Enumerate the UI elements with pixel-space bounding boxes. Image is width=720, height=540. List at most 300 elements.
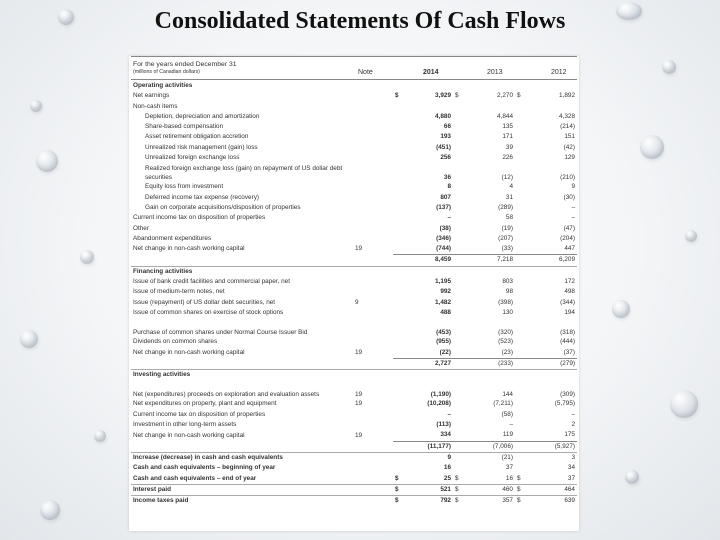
table-row <box>131 496 577 507</box>
value-2012: (309) <box>560 390 575 398</box>
currency-2012 <box>515 399 531 409</box>
value-2012 <box>531 370 577 381</box>
row-label: Deferred income tax expense (recovery) <box>145 193 260 201</box>
currency-2014 <box>393 102 407 112</box>
currency-2014 <box>393 213 407 223</box>
value-2013: (398) <box>498 298 513 306</box>
value-2013: (289) <box>498 203 513 211</box>
water-drop-decoration <box>40 500 60 520</box>
row-note <box>353 474 393 485</box>
currency-2013 <box>453 213 469 223</box>
currency-2013: $ <box>453 496 469 507</box>
row-note: 19 <box>355 348 363 356</box>
value-2012: 2 <box>571 421 575 429</box>
currency-2014: $ <box>393 496 407 507</box>
value-2012: 194 <box>564 308 575 316</box>
currency-2013 <box>453 277 469 287</box>
currency-2012 <box>515 430 531 441</box>
row-label: Cash and cash equivalents – beginning of year <box>133 464 276 472</box>
row-label: Unrealized foreign exchange loss <box>145 154 240 162</box>
value-2013 <box>469 266 515 277</box>
row-note <box>353 153 393 163</box>
currency-2013: $ <box>453 484 469 495</box>
table-row <box>131 287 577 297</box>
row-label: Issue (repayment) of US dollar debt securities, net <box>133 298 276 306</box>
row-label: Equity loss from investment <box>145 183 224 191</box>
value-2013: – <box>509 421 513 429</box>
value-2014: (453) <box>436 328 451 336</box>
currency-2014 <box>393 132 407 142</box>
table-row <box>131 193 577 203</box>
row-label: Unrealized risk management (gain) loss <box>145 143 258 151</box>
table-row <box>131 182 577 192</box>
value-2014 <box>407 81 453 91</box>
value-2014: 1,482 <box>435 298 451 306</box>
water-drop-decoration <box>625 470 639 484</box>
value-2012 <box>531 81 577 91</box>
value-2013: 135 <box>502 123 513 131</box>
value-2014: 792 <box>407 496 453 507</box>
currency-2014 <box>393 358 407 369</box>
value-2013: 2,270 <box>497 92 513 100</box>
currency-2012 <box>515 122 531 132</box>
currency-2013 <box>453 163 469 182</box>
row-note <box>353 370 393 381</box>
row-note <box>353 420 393 430</box>
value-2014: 8,459 <box>407 255 453 266</box>
currency-2014 <box>393 277 407 287</box>
table-row <box>131 81 577 91</box>
table-row <box>131 358 577 369</box>
year-2013-header: 2013 <box>487 69 503 76</box>
value-2014: – <box>447 410 451 418</box>
units-text: (millions of Canadian dollars) <box>133 69 200 75</box>
table-row <box>131 298 577 308</box>
row-label: Net earnings <box>133 92 170 100</box>
value-2012: 34 <box>567 464 575 472</box>
currency-2013 <box>453 348 469 359</box>
currency-2012 <box>515 410 531 420</box>
value-2013: 803 <box>502 278 513 286</box>
row-note <box>353 318 393 337</box>
value-2013: 16 <box>505 474 513 482</box>
row-label: Abandonment expenditures <box>133 234 212 242</box>
currency-2014 <box>393 112 407 122</box>
currency-2012 <box>515 255 531 266</box>
currency-2013 <box>453 430 469 441</box>
period-text: For the years ended December 31 <box>133 61 237 68</box>
value-2012: 172 <box>564 278 575 286</box>
table-row <box>131 132 577 142</box>
currency-2012 <box>515 143 531 153</box>
currency-2012 <box>515 298 531 308</box>
row-note <box>353 277 393 287</box>
table-row <box>131 244 577 255</box>
value-2014: 521 <box>407 484 453 495</box>
table-row <box>131 337 577 347</box>
value-2012 <box>531 102 577 112</box>
currency-2014 <box>393 399 407 409</box>
value-2013: (12) <box>501 173 513 181</box>
row-note <box>353 287 393 297</box>
currency-2014 <box>393 193 407 203</box>
value-2013: (19) <box>501 224 513 232</box>
table-row <box>131 266 577 277</box>
value-2012: (37) <box>563 348 575 356</box>
currency-2014: $ <box>393 484 407 495</box>
table-row <box>131 318 577 337</box>
value-2012: (204) <box>560 234 575 242</box>
currency-2014 <box>393 410 407 420</box>
value-2012: 129 <box>564 154 575 162</box>
value-2013: 7,218 <box>469 255 515 266</box>
table-row <box>131 234 577 244</box>
row-note <box>353 484 393 495</box>
currency-2012 <box>515 244 531 255</box>
water-drop-decoration <box>612 300 630 318</box>
currency-2014 <box>393 420 407 430</box>
value-2012: 1,892 <box>559 92 575 100</box>
row-note <box>353 203 393 213</box>
currency-2014 <box>393 452 407 463</box>
currency-2012 <box>515 370 531 381</box>
currency-2013 <box>453 337 469 347</box>
period-caption <box>133 61 237 75</box>
currency-2014 <box>393 287 407 297</box>
value-2013: 119 <box>502 431 513 439</box>
currency-2014 <box>393 81 407 91</box>
value-2013: (7,211) <box>493 400 513 408</box>
currency-2012 <box>515 318 531 337</box>
value-2012: – <box>571 203 575 211</box>
currency-2014 <box>393 143 407 153</box>
value-2014: (346) <box>436 234 451 242</box>
row-label: Financing activities <box>131 266 353 277</box>
currency-2012 <box>515 163 531 182</box>
currency-2013 <box>453 463 469 473</box>
note-column-header: Note <box>358 69 373 76</box>
row-label <box>131 441 353 452</box>
currency-2012: $ <box>515 484 531 495</box>
row-note <box>353 255 393 266</box>
currency-2012 <box>515 287 531 297</box>
currency-2012 <box>515 308 531 318</box>
currency-2014 <box>393 255 407 266</box>
value-2013: 130 <box>502 308 513 316</box>
currency-2014 <box>393 318 407 337</box>
currency-2013: $ <box>455 474 459 482</box>
value-2012 <box>531 266 577 277</box>
row-label: Other <box>133 224 149 232</box>
row-note <box>353 193 393 203</box>
slide-title: Consolidated Statements Of Cash Flows <box>154 8 566 34</box>
row-label: Purchase of common shares under Normal Course Issuer Bid <box>133 328 308 336</box>
value-2012: (210) <box>560 173 575 181</box>
value-2012: 639 <box>531 496 577 507</box>
row-label: Non-cash items <box>133 102 178 110</box>
row-label: Net expenditures on property, plant and equipment <box>133 400 277 408</box>
value-2014: (1,190) <box>430 390 451 398</box>
value-2014: – <box>447 214 451 222</box>
value-2013: (33) <box>501 245 513 253</box>
value-2014: (10,208) <box>427 400 451 408</box>
row-note: 9 <box>355 298 359 306</box>
year-2012-header: 2012 <box>551 69 567 76</box>
value-2014: (11,177) <box>407 441 453 452</box>
value-2012: 3 <box>531 452 577 463</box>
row-label: Income taxes paid <box>131 496 353 507</box>
row-label: Share-based compensation <box>145 123 224 131</box>
currency-2013 <box>453 370 469 381</box>
currency-2013 <box>453 102 469 112</box>
currency-2012 <box>515 441 531 452</box>
value-2012: (318) <box>560 328 575 336</box>
value-2013: (207) <box>498 234 513 242</box>
currency-2013 <box>453 410 469 420</box>
currency-2012 <box>515 153 531 163</box>
row-note <box>353 213 393 223</box>
table-row <box>131 420 577 430</box>
currency-2013 <box>453 193 469 203</box>
water-drop-decoration <box>20 330 38 348</box>
currency-2013 <box>453 420 469 430</box>
row-note <box>353 132 393 142</box>
currency-2012 <box>515 112 531 122</box>
row-note <box>353 102 393 112</box>
table-row <box>131 399 577 409</box>
currency-2012 <box>515 102 531 112</box>
row-note <box>353 452 393 463</box>
currency-2013 <box>453 298 469 308</box>
row-note <box>353 224 393 234</box>
currency-2013 <box>453 122 469 132</box>
cash-flow-table <box>131 81 577 506</box>
value-2013: 37 <box>505 464 513 472</box>
value-2014: 2,727 <box>407 358 453 369</box>
currency-2012 <box>515 358 531 369</box>
currency-2014 <box>393 380 407 399</box>
table-row <box>131 153 577 163</box>
value-2013: 144 <box>502 390 513 398</box>
table-row <box>131 308 577 318</box>
table-row <box>131 91 577 101</box>
value-2012: 151 <box>564 133 575 141</box>
value-2014: (22) <box>439 348 451 356</box>
value-2014: 3,929 <box>435 92 451 100</box>
row-note <box>353 91 393 101</box>
table-row <box>131 410 577 420</box>
row-note <box>353 358 393 369</box>
table-row <box>131 484 577 495</box>
value-2013: (320) <box>498 328 513 336</box>
value-2014: (137) <box>436 203 451 211</box>
currency-2013 <box>453 81 469 91</box>
currency-2013 <box>453 308 469 318</box>
value-2014: 193 <box>440 133 451 141</box>
row-note: 19 <box>355 245 363 253</box>
currency-2014 <box>393 370 407 381</box>
currency-2014 <box>393 224 407 234</box>
currency-2012 <box>515 182 531 192</box>
value-2013: 171 <box>502 133 513 141</box>
row-note <box>353 234 393 244</box>
table-row <box>131 474 577 485</box>
table-row <box>131 255 577 266</box>
water-drop-decoration <box>30 100 42 112</box>
row-note: 19 <box>355 390 363 398</box>
currency-2012 <box>515 193 531 203</box>
value-2014: 9 <box>407 452 453 463</box>
row-note <box>353 410 393 420</box>
value-2013: (21) <box>469 452 515 463</box>
currency-2013 <box>453 441 469 452</box>
currency-2013 <box>453 255 469 266</box>
row-label: Investment in other long-term assets <box>133 421 237 429</box>
value-2013: (233) <box>469 358 515 369</box>
currency-2013 <box>453 380 469 399</box>
currency-2013: $ <box>455 92 459 100</box>
value-2012: (5,927) <box>531 441 577 452</box>
row-label: Net (expenditures) proceeds on exploration and evaluation assets <box>133 390 320 398</box>
value-2012: 6,209 <box>531 255 577 266</box>
row-note: 19 <box>355 400 363 408</box>
currency-2012 <box>515 337 531 347</box>
currency-2012 <box>515 132 531 142</box>
table-row <box>131 213 577 223</box>
table-row <box>131 112 577 122</box>
value-2012: (30) <box>563 193 575 201</box>
row-note: 19 <box>355 431 363 439</box>
value-2014: 1,195 <box>435 278 451 286</box>
row-label: Net change in non-cash working capital <box>133 348 245 356</box>
row-label: Increase (decrease) in cash and cash equivalents <box>131 452 353 463</box>
value-2014 <box>407 370 453 381</box>
value-2013: 39 <box>505 143 513 151</box>
table-row <box>131 370 577 381</box>
currency-2014 <box>393 266 407 277</box>
currency-2013 <box>453 318 469 337</box>
value-2014: (744) <box>436 245 451 253</box>
currency-2014 <box>393 153 407 163</box>
row-label: Investing activities <box>131 370 353 381</box>
currency-2012 <box>515 380 531 399</box>
row-note <box>353 143 393 153</box>
currency-2013 <box>453 452 469 463</box>
currency-2013 <box>453 224 469 234</box>
row-note <box>353 122 393 132</box>
table-row <box>131 122 577 132</box>
value-2013: (58) <box>501 410 513 418</box>
value-2013 <box>469 370 515 381</box>
currency-2014 <box>393 182 407 192</box>
value-2014 <box>407 266 453 277</box>
row-label: Current income tax on disposition of properties <box>133 214 266 222</box>
value-2013 <box>469 102 515 112</box>
currency-2013 <box>453 153 469 163</box>
row-note <box>353 441 393 452</box>
value-2013 <box>469 81 515 91</box>
water-drop-decoration <box>640 135 664 159</box>
value-2012: (344) <box>560 298 575 306</box>
value-2014: 4,880 <box>435 112 451 120</box>
currency-2014 <box>393 337 407 347</box>
water-drop-decoration <box>80 250 94 264</box>
currency-2014 <box>393 430 407 441</box>
table-row <box>131 463 577 473</box>
value-2013: 58 <box>505 214 513 222</box>
water-drop-decoration <box>36 150 58 172</box>
row-note <box>353 112 393 122</box>
value-2012: (279) <box>531 358 577 369</box>
value-2014: 8 <box>447 183 451 191</box>
currency-2012 <box>515 452 531 463</box>
currency-2012 <box>515 81 531 91</box>
currency-2012: $ <box>517 92 521 100</box>
row-label: Issue of bank credit facilities and commercial paper, net <box>133 278 291 286</box>
water-drop-decoration <box>662 60 676 74</box>
currency-2014 <box>393 298 407 308</box>
value-2012: 498 <box>564 288 575 296</box>
row-label: Issue of medium-term notes, net <box>133 288 225 296</box>
value-2014: 66 <box>443 123 451 131</box>
currency-2012 <box>515 203 531 213</box>
table-row <box>131 102 577 112</box>
row-note <box>353 266 393 277</box>
value-2014: 256 <box>440 154 451 162</box>
row-label: Cash and cash equivalents – end of year <box>133 474 257 482</box>
value-2012: (5,795) <box>554 400 575 408</box>
value-2012: (444) <box>560 338 575 346</box>
currency-2014 <box>393 163 407 182</box>
value-2012: – <box>571 410 575 418</box>
currency-2013 <box>453 234 469 244</box>
table-row <box>131 452 577 463</box>
currency-2014: $ <box>395 92 399 100</box>
value-2014: (38) <box>439 224 451 232</box>
row-note <box>353 337 393 347</box>
currency-2013 <box>453 203 469 213</box>
row-label: Current income tax on disposition of properties <box>133 410 266 418</box>
currency-2013 <box>453 266 469 277</box>
value-2014: 807 <box>440 193 451 201</box>
row-note <box>353 496 393 507</box>
water-drop-decoration <box>670 390 698 418</box>
value-2014 <box>407 102 453 112</box>
row-label <box>131 358 353 369</box>
value-2013: (7,006) <box>469 441 515 452</box>
table-row <box>131 224 577 234</box>
row-label: Realized foreign exchange loss (gain) on repayment of US dollar debt securities <box>145 165 343 181</box>
value-2013: 460 <box>469 484 515 495</box>
currency-2014 <box>393 308 407 318</box>
currency-2013 <box>453 132 469 142</box>
row-label: Net change in non-cash working capital <box>133 431 245 439</box>
currency-2013 <box>453 358 469 369</box>
value-2012: 464 <box>531 484 577 495</box>
year-2014-header: 2014 <box>423 69 439 76</box>
water-drop-decoration <box>685 230 697 242</box>
value-2014: (451) <box>436 143 451 151</box>
value-2014: 36 <box>443 173 451 181</box>
currency-2014 <box>393 122 407 132</box>
cash-flow-statement <box>129 56 579 531</box>
row-label: Asset retirement obligation accretion <box>145 133 249 141</box>
value-2012: – <box>571 214 575 222</box>
value-2014: 992 <box>440 288 451 296</box>
currency-2012 <box>515 277 531 287</box>
row-label: Net change in non-cash working capital <box>133 245 245 253</box>
currency-2012: $ <box>517 474 521 482</box>
